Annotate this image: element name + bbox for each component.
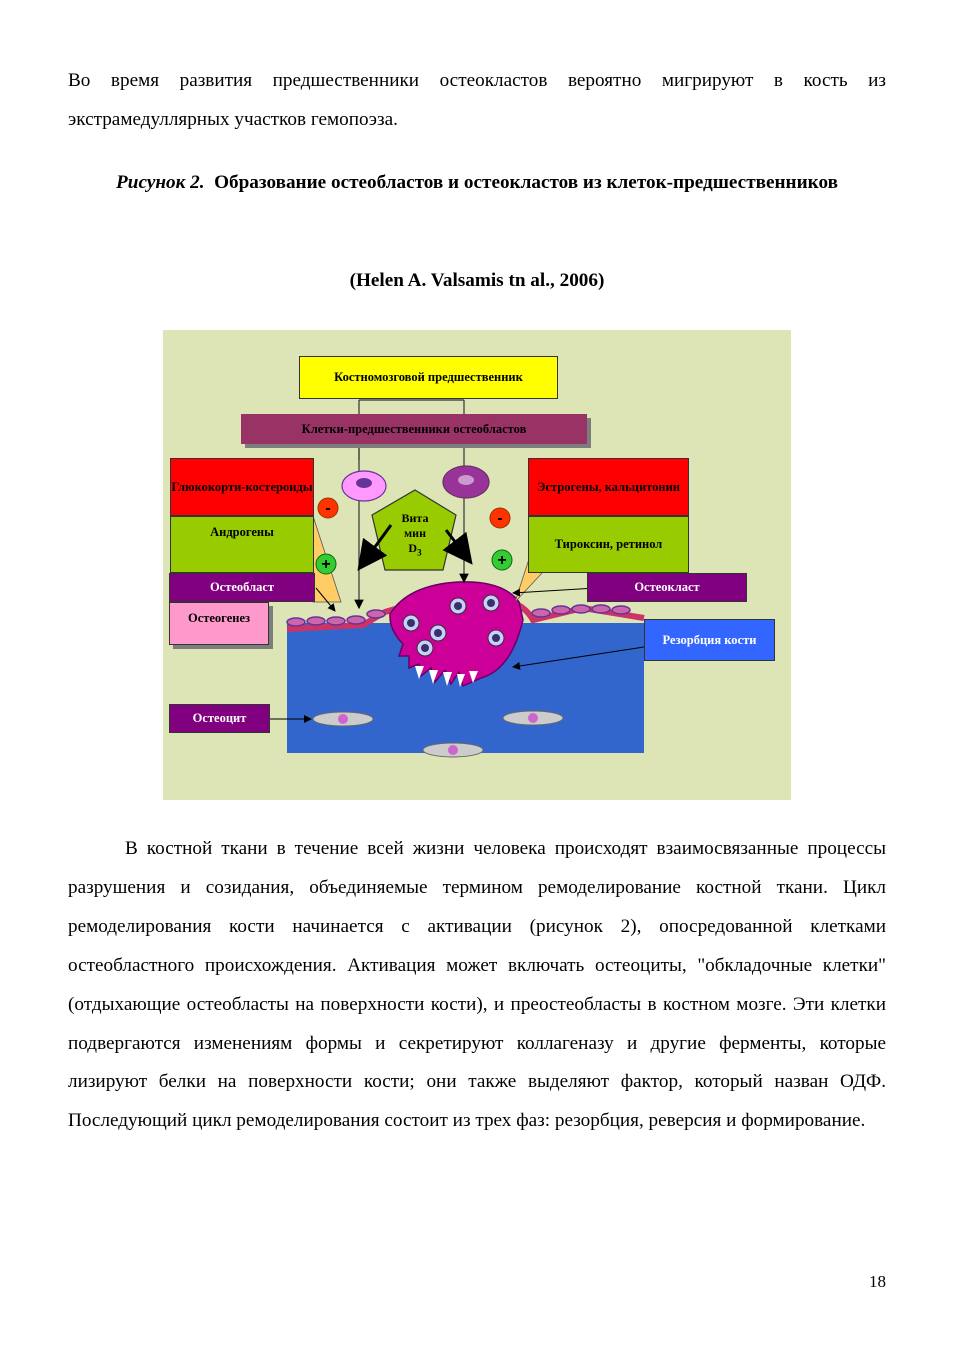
figure-citation: (Helen A. Valsamis tn al., 2006) <box>349 270 605 291</box>
vitamin-d-label <box>381 510 449 562</box>
marrow-precursor-box: Костномозговой предшественник <box>299 356 558 399</box>
plus-sign-right: + <box>497 551 507 569</box>
vitamin-d-line3: $D_3$ <box>408 541 422 558</box>
figure-caption-title: Образование остеобластов и остеокластов из клеток-предшественников <box>214 172 838 193</box>
glucocorticoids-box: Глюкокорти-костероиды <box>170 458 314 516</box>
osteogenesis-label: Остеогенез <box>169 602 269 645</box>
figure-caption-label: Рисунок 2. <box>116 172 205 193</box>
body-paragraph: В костной ткани в течение всей жизни человека происходят взаимосвязанные процессы разрушения и созидания, объединяемые термином ремоделирование костной ткани. Цикл ремоделирования кости начинается с активации (рисунок 2), опосредованной клетками остеобластного происхождения. Активация может включать остеоциты, "обкладочные клетки" (отдыхающие остеобласты на поверхности кости), и преостеобласты в костном мозге. Эти клетки подвергаются изменениям формы и секретируют коллагеназу и другие ферменты, которые лизируют белки на поверхности кости; они также выделяют фактор, который назван ОДФ. Последующий цикл ремоделирования состоит из трех фаз: резорбция, реверсия и формирование. <box>68 838 886 1132</box>
androgens-box: Андрогены <box>170 516 314 573</box>
page-number: 18 <box>869 1272 886 1291</box>
osteoblast-precursors-bar: Клетки-предшественники остеобластов <box>241 414 587 444</box>
estrogens-box: Эстрогены, кальцитонин <box>528 458 689 516</box>
osteoblast-label: Остеобласт <box>169 573 315 602</box>
bone-remodeling-diagram <box>163 330 791 800</box>
bone-resorption-label: Резорбция кости <box>644 619 775 661</box>
vitamin-d-line2: мин <box>403 526 426 541</box>
intro-paragraph: Во время развития предшественники остеокластов вероятно мигрируют в кость из экстрамедуллярных участков гемопоэза. <box>68 70 886 130</box>
osteoclast-label: Остеокласт <box>587 573 747 602</box>
minus-sign-left: - <box>325 499 331 517</box>
figure-caption <box>68 164 886 203</box>
minus-sign-right: - <box>497 509 503 527</box>
thyroxine-box: Тироксин, ретинол <box>528 516 689 573</box>
vitamin-d-line1: Вита <box>401 511 429 526</box>
osteocyte-label: Остеоцит <box>169 704 270 733</box>
plus-sign-left: + <box>321 555 331 573</box>
